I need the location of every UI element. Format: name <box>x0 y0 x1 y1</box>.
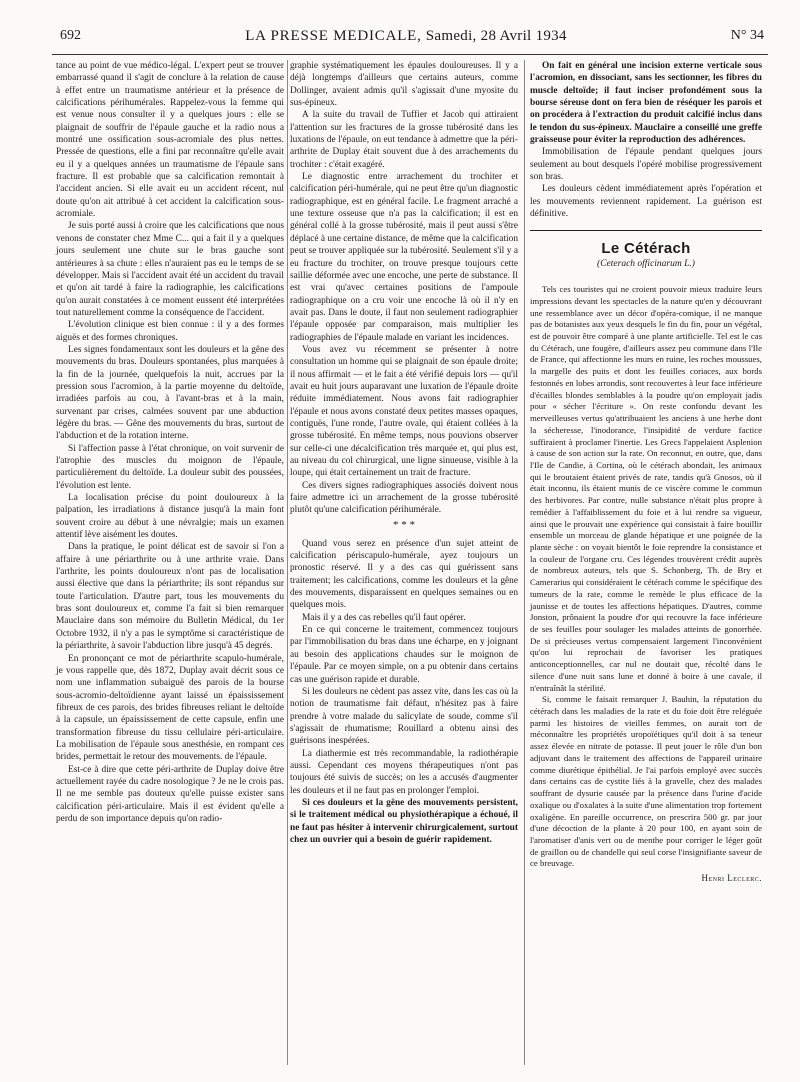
column-divider <box>287 60 288 1065</box>
paragraph: Mais il y a des cas rebelles qu'il faut opérer. <box>302 612 466 623</box>
paragraph: A la suite du travail de Tuffier et Jacob qui attiraient l'attention sur les fractures de la grosse tubérosité dans les luxations de l'épaule, on eut tendance à admettre que la péri-arthrite de Duplay était souvent due à des arrachements du trochiter : c'était exagéré. <box>290 110 518 170</box>
column-divider <box>524 60 525 1065</box>
section-separator: * * * <box>393 518 415 531</box>
article-subtitle: (Ceterach officinarum L.) <box>597 258 695 269</box>
header-rule <box>52 54 768 55</box>
paragraph: Immobilisation de l'épaule pendant quelques jours seulement au bout desquels l'opéré mobilise progressivement son bras. <box>530 147 762 183</box>
article-title: Le Cétérach <box>601 240 691 258</box>
article-author: Henri Leclerc. <box>701 873 762 884</box>
paragraph: En prononçant ce mot de périarthrite scapulo-humérale, je vous rappelle que, dès 1872, Duplay avait décrit sous ce nom une inflammation subaiguë des parois de la bourse sous-acromio-deltoïdienne ayant laissé un épaississement fibreux de ces parois, des brides fibreuses reliant le deltoïde à la capsule, un épaississement de cette capsule, enfin une transformation fibreuse du tissu cellulaire péri-articulaire. La mobilisation de l'épaule sous anesthésie, en rompant ces brides, permettait le retour des mouvements. de l'épaule. <box>56 653 284 763</box>
paragraph: L'évolution clinique est bien connue : il y a des formes aiguës et des formes chroniques. <box>56 320 284 343</box>
column-1 <box>56 60 284 825</box>
paragraph: Je suis porté aussi à croire que les calcifications que nous venons de constater chez Mme C... qui a fait il y a quelques jours seulement une chute sur le bras gauche sont antérieures à sa chute : elles n'auraient pas eu le temps de se développer. Mais si l'accident avait été un accident du travail et qu'on ait tardé à faire la radiographie, les calcifications qu'on aurait constatées à ce moment eussent été interprétées tout naturellement comme la conséquence de l'accident. <box>56 221 284 318</box>
paragraph: Tels ces touristes qui ne croient pouvoir mieux traduire leurs impressions devant les spectacles de la nature qu'en y découvrant une ressemblance avec un décor d'opéra-comique, il ne manque pas de botanistes aux yeux desquels le fin du fin, pour un végétal, est de pouvoir être comparé à une plante artificielle. Tel est le cas du Cétérach, une fougère, d'ailleurs assez peu commune dans l'Ile de France, qui affectionne les murs en ruine, les roches moussues, la margelle des puits et dont les feuilles coriaces, aux bords festonnés en lobes arrondis, sont recouvertes à leur face inférieure d'écailles blondes semblables à la poudre qu'on employait jadis pour « sécher l'écriture ». On reste confondu devant les merveilleuses vertus qu'attribuaient les anciens à une herbe dont la sécheresse, l'inodorance, l'insipidité de verdure factice suffiraient à proclamer l'inertie. Les Grecs l'appelaient Asplenion à cause de son action sur la rate. On reconnut, en outre, que, dans l'Ile de Candie, à Cortina, où le cétérach abondait, les animaux qui le broutaient étaient privés de rate, tandis qu'à Gnosos, où il était inconnu, ils étaient munis de ce viscère comme le commun des herbivores. Par contre, nulle substance n'était plus propre à remédier à l'affaiblissement du foie et à lui rendre sa vigueur, ainsi que le prouvait une expérience qui consistait à faire bouillir ensemble un morceau de glande hépatique et une poignée de la plante sèche : on voyait bientôt le foie reprendre la consistance et la couleur de l'organe cru. Ces légendes trouvèrent crédit auprès de nombreux auteurs, tels que S. Schonberg, Th. de Bry et Camerarius qui considéraient le cétérach comme le spécifique des tumeurs de la rate, comme le remède le plus efficace de la jaunisse et de toutes les affections hépatiques. D'autres, comme Jonston, prônaient la poudre d'or qui recouvre la face inférieure de ses feuilles pour soulager les malades atteints de gonorrhée. De si précieuses vertus compensaient largement l'inconvénient qu'on lui reprochait de favoriser les pratiques anticonceptionnelles, car nul ne doutait que, récolté dans le silence d'une nuit sans lune et donné à boire à une cavale, il n'entraînât la stérilité. <box>530 284 762 693</box>
issue-number: N° 34 <box>730 28 764 43</box>
paragraph: Quand vous serez en présence d'un sujet atteint de calcification périscapulo-humérale, ayez toujours un pronostic réservé. Il y a des cas qui guérissent sans traitement; les calcifications, comme les douleurs et la gêne des mouvements, disparaissent en quelques semaines ou en quelques mois. <box>290 538 518 611</box>
paragraph: Vous avez vu récemment se présenter à notre consultation un homme qui se plaignait de son épaule droite; il nous affirmait — et le fait a été vérifié depuis lors — qu'il avait eu huit jours auparavant une luxation de l'épaule droite réduite immédiatement. Nous avons fait radiographier l'épaule et nous avons constaté deux petites masses opaques, contiguës, l'une ronde, l'autre ovale, qui étaient collées à la grosse tubérosité. En même temps, nous pouvions observer sur celle-ci une décalcification très marquée et, qui plus est, au niveau du col chirurgical, une ligne sinueuse, visible à la loupe, qui était certainement un trait de fracture. <box>290 344 518 479</box>
paragraph: Est-ce à dire que cette péri-arthrite de Duplay doive être actuellement rayée du cadre nosologique ? Je ne le crois pas. Il ne me semble pas douteux qu'elle puisse exister sans calcification péri-articulaire. Mais il est évident qu'elle a perdu de son importance depuis qu'on radio- <box>56 764 284 824</box>
journal-title: LA PRESSE MEDICALE, <box>245 28 422 44</box>
paragraph: Les douleurs cèdent immédiatement après l'opération et les mouvements reviennent rapidement. La guérison est définitive. <box>530 184 762 220</box>
paragraph: Le diagnostic entre arrachement du trochiter et calcification péri-humérale, qui ne peut être qu'un diagnostic radiographique, est en général facile. Le fragment arraché a une texture osseuse que n'a pas la calcification; il est en général collé à la grosse tubérosité, mais il peut aussi s'être déplacé à une certaine distance, de même que la calcification peut se trouver appliquée sur la tubérosité. Seulement s'il y a eu fracture du trochiter, on trouve presque toujours cette saillie déformée avec une encoche, une perte de substance. Il est vrai qu'avec certaines positions de l'ampoule radiographique on a cru voir une encoche là où il n'y en avait pas. Dans le doute, il faut non seulement radiographier l'épaule opposée par comparaison, mais multiplier les radiographies de l'épaule malade en variant les incidences. <box>290 172 518 343</box>
paragraph: Si ces douleurs et la gêne des mouvements persistent, si le traitement médical ou physiothérapique a échoué, il ne faut pas hésiter à intervenir chirurgicalement, surtout chez un ouvrier qui a besoin de guérir rapidement. <box>290 797 518 845</box>
paragraph: Si les douleurs ne cèdent pas assez vite, dans les cas où la notion de traumatisme fait défaut, n'hésitez pas à faire prendre à votre malade du salicylate de soude, comme s'il s'agissait de rhumatisme; Rouillard a obtenu ainsi des guérisons inespérées. <box>290 686 518 747</box>
paragraph: En ce qui concerne le traitement, commencez toujours par l'immobilisation du bras dans une écharpe, en y joignant au besoin des applications chaudes sur le moignon de l'épaule. Par ce moyen simple, on a pu obtenir dans certains cas une guérison rapide et durable. <box>290 625 518 685</box>
column-3 <box>530 60 762 884</box>
paragraph: graphie systématiquement les épaules douloureuses. Il y a déjà longtemps d'ailleurs que certains auteurs, comme Dollinger, avaient admis qu'il s'agissait d'une myosite du sus-épineux. <box>290 61 518 109</box>
column-2 <box>290 60 518 846</box>
paragraph: Les signes fondamentaux sont les douleurs et la gêne des mouvements du bras. Douleurs spontanées, plus marquées à la fin de la journée, quelquefois la nuit, accrues par la pression sous l'acromion, à la partie moyenne du deltoïde, irradiées parfois au cou, à l'avant-bras et à la main, survenant par crises, calmées souvent par une abduction légère du bras. — Gêne des mouvements du bras, surtout de l'abduction et de la rotation interne. <box>56 344 284 442</box>
masthead <box>42 28 770 45</box>
article-body <box>530 284 762 870</box>
paragraph: Si, comme le faisait remarquer J. Bauhin, la réputation du cétérach dans les maladies de la rate et du foie doit être reléguée parmi les histoires de vieilles femmes, on aurait tort de méconnaître les propriétés uropoïétiques qu'il doit à sa teneur assez élevée en nitrate de potasse. Il peut jouer le rôle d'un bon adjuvant dans le traitement des affections de l'appareil urinaire comme diurétique épithélial. Je l'ai parfois employé avec succès dans certains cas de cystite liés à la gravelle, chez des malades souffrant de dysurie causée par la présence dans l'urine d'acide oxalique ou d'oxalates à la suite d'une alimentation trop fortement oxaligène. En pareille occurrence, on prescrira 500 gr. par jour d'une décoction de la plante à 20 pour 100, en ayant soin de l'aromatiser d'anis vert ou de menthe pour corriger le léger goût de graillon ou de chandelle qui seul corse l'insignifiante saveur de ce breuvage. <box>530 694 762 869</box>
paragraph: Si l'affection passe à l'état chronique, on voit survenir de l'atrophie des muscles du moignon de l'épaule, particulièrement du deltoïde. La douleur subit des poussées, l'évolution est lente. <box>56 443 284 491</box>
paragraph: tance au point de vue médico-légal. L'expert peut se trouver embarrassé quand il s'agit de conclure à la relation de cause à effet entre un traumatisme antérieur et la présence de calcifications périhumérales. Rappelez-vous la femme qui est venue nous consulter il y a quelques jours : elle se plaignait de souffrir de l'épaule gauche et la radio nous a montré une ossification sous-acromiale des plus nettes. Pressée de questions, elle a fini par reconnaître qu'elle avait eu il y a quelques années un traumatisme de l'épaule sans fracture. Il est probable que sa calcification remontait à l'accident ancien. Si elle avait eu un accident récent, nul doute qu'on ait attribué à cet accident la calcification sous-acromiale. <box>56 61 284 220</box>
page-header <box>42 28 770 54</box>
page-number: 692 <box>60 28 81 43</box>
paragraph: La localisation précise du point douloureux à la palpation, les irradiations à distance jusqu'à la main font souvent croire au début à une névralgie; mais un examen attentif lève aisément les doutes. <box>56 493 284 541</box>
article-divider <box>530 230 762 231</box>
paragraph: On fait en général une incision externe verticale sous l'acromion, en dissociant, sans les sectionner, les fibres du muscle deltoïde; il faut inciser profondément sous la bourse séreuse dont on fera bien de réséquer les parois et on procédera à l'extraction du produit calcifié inclus dans le tendon du sus-épineux. Mauclaire a conseillé une greffe graisseuse pour éviter la reproduction des adhérences. <box>530 61 762 146</box>
paragraph: La diathermie est très recommandable, la radiothérapie aussi. Cependant ces moyens thérapeutiques n'ont pas toujours été suivis de succès; on les a accusés d'augmenter les douleurs et il ne faut pas en prolonger l'emploi. <box>290 748 518 796</box>
paragraph: Dans la pratique, le point délicat est de savoir si l'on a affaire à une périarthrite ou à une arthrite vraie. Dans l'arthrite, les points douloureux n'ont pas de localisation aussi élective que dans la périarthrite; ils sont répandus sur toute l'articulation. D'autre part, tous les mouvements du bras sont douloureux et, comme l'a fait si bien remarquer Mauclaire dans son mémoire du Bulletin Médical, du 1er Octobre 1932, il n'y a pas le symptôme si caractéristique de la périarthrite, à savoir l'abduction libre jusqu'à 45 degrés. <box>56 542 284 652</box>
issue-date: Samedi, 28 Avril 1934 <box>425 28 567 44</box>
paragraph: Ces divers signes radiographiques associés doivent nous faire admettre ici un arrachement de la grosse tubérosité plutôt qu'une calcification périhumérale. <box>290 480 518 516</box>
